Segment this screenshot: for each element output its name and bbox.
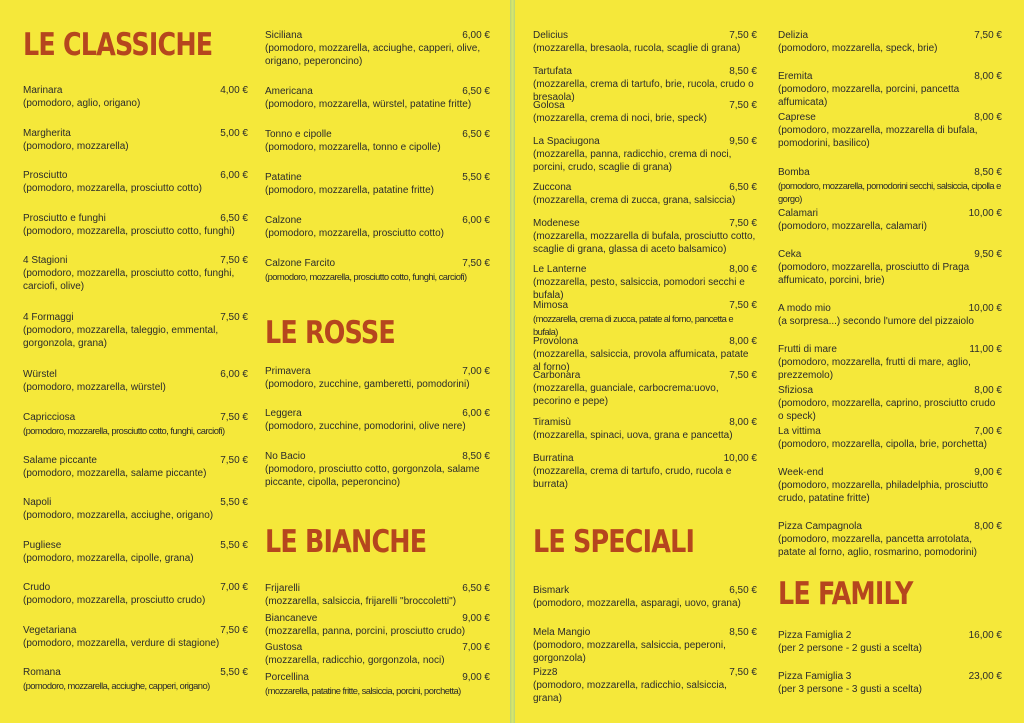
menu-item-ingredients: (per 2 persone - 2 gusti a scelta) (778, 643, 922, 654)
menu-item-header (533, 416, 757, 429)
menu-item-header (533, 217, 757, 230)
menu-item-name: Sfiziosa (778, 385, 814, 396)
menu-item-price: 4,00 € (220, 85, 248, 96)
menu-item-name: Pizz8 (533, 667, 558, 678)
menu-item-ingredients: (pomodoro, mozzarella, pomodorini secchi, salsiccia, cipolla e gorgo) (778, 180, 1001, 204)
menu-item-ingredients: (mozzarella, crema di tartufo, brie, rucola, crudo o bresaola) (533, 79, 754, 103)
menu-item (265, 450, 490, 489)
menu-item-header (23, 496, 248, 509)
menu-item-name: Burratina (533, 453, 574, 464)
menu-item-name: Biancaneve (265, 613, 318, 624)
menu-item-name: Mela Mangio (533, 627, 591, 638)
menu-item (778, 343, 1002, 382)
menu-item-header (778, 466, 1002, 479)
menu-item-ingredients: (pomodoro, mozzarella, würstel) (23, 382, 166, 393)
menu-item-name: Siciliana (265, 30, 303, 41)
menu-item-name: Margherita (23, 128, 71, 139)
menu-item (265, 612, 490, 638)
menu-item-ingredients: (pomodoro, mozzarella, prosciutto cotto, funghi, carciofi) (265, 271, 467, 282)
menu-item-ingredients: (pomodoro, mozzarella, prosciutto cotto) (23, 183, 202, 194)
menu-item-header (778, 520, 1002, 533)
menu-item-ingredients: (pomodoro, mozzarella, radicchio, salsiccia, grana) (533, 680, 727, 704)
menu-item-price: 5,50 € (220, 667, 248, 678)
menu-item (265, 671, 490, 697)
section-title-rosse: LE ROSSE (265, 315, 395, 351)
menu-item-price: 8,00 € (974, 112, 1002, 123)
menu-item-name: Napoli (23, 497, 52, 508)
menu-item-price: 6,00 € (462, 30, 490, 41)
menu-item-name: No Bacio (265, 451, 306, 462)
menu-item-ingredients: (pomodoro, mozzarella, taleggio, emmental, gorgonzola, grana) (23, 325, 219, 349)
menu-item-name: Patatine (265, 172, 302, 183)
menu-item-ingredients: (mozzarella, radicchio, gorgonzola, noci) (265, 655, 445, 666)
menu-item-price: 9,00 € (462, 613, 490, 624)
menu-item-price: 5,50 € (462, 172, 490, 183)
menu-item-ingredients: (pomodoro, mozzarella, mozzarella di bufala, pomodorini, basilico) (778, 125, 978, 149)
menu-item-ingredients: (mozzarella, panna, radicchio, crema di noci, porcini, crudo, scaglie di grana) (533, 149, 732, 173)
menu-item-ingredients: (pomodoro, mozzarella, philadelphia, prosciutto crudo, patatine fritte) (778, 480, 989, 504)
menu-item-price: 6,00 € (220, 170, 248, 181)
menu-item-header (533, 335, 757, 348)
menu-item (533, 584, 757, 610)
menu-item-name: Pizza Famiglia 3 (778, 671, 852, 682)
menu-item-price: 6,50 € (462, 86, 490, 97)
menu-item-ingredients: (pomodoro, mozzarella, prosciutto cotto, funghi, carciofi, olive) (23, 268, 235, 292)
menu-item (23, 581, 248, 607)
menu-item-name: Leggera (265, 408, 302, 419)
menu-item-name: Pugliese (23, 540, 62, 551)
menu-item-name: Capricciosa (23, 412, 76, 423)
menu-item-ingredients: (pomodoro, zucchine, gamberetti, pomodorini) (265, 379, 470, 390)
menu-item-price: 6,50 € (729, 182, 757, 193)
menu-item-header (533, 181, 757, 194)
menu-item-ingredients: (mozzarella, salsiccia, frijarelli "broccoletti") (265, 596, 457, 607)
menu-item-price: 10,00 € (968, 208, 1002, 219)
menu-item-price: 7,50 € (729, 370, 757, 381)
menu-item-price: 6,50 € (462, 129, 490, 140)
menu-item-header (23, 84, 248, 97)
menu-item-header (778, 425, 1002, 438)
menu-item-name: Pizza Famiglia 2 (778, 630, 852, 641)
menu-item-price: 8,00 € (729, 336, 757, 347)
menu-item-name: Caprese (778, 112, 816, 123)
menu-item (778, 111, 1002, 150)
menu-item-ingredients: (pomodoro, mozzarella, frutti di mare, aglio, prezzemolo) (778, 357, 971, 381)
menu-item-ingredients: (pomodoro, mozzarella, porcini, pancetta affumicata) (778, 84, 960, 108)
menu-item-header (533, 29, 757, 42)
menu-item-header (778, 207, 1002, 220)
menu-item-ingredients: (pomodoro, mozzarella, tonno e cipolle) (265, 142, 441, 153)
menu-item-ingredients: (pomodoro, mozzarella, cipolle, grana) (23, 553, 194, 564)
menu-item-header (778, 166, 1002, 179)
menu-item-header (533, 299, 757, 312)
menu-item (533, 181, 757, 207)
menu-item-ingredients: (pomodoro, mozzarella, acciughe, capperi, origano) (23, 680, 210, 691)
menu-item-name: Primavera (265, 366, 311, 377)
menu-item (778, 425, 1002, 451)
menu-item (23, 368, 248, 394)
column-speciali (533, 0, 757, 723)
menu-item-name: Week-end (778, 467, 824, 478)
column-classiche (23, 0, 248, 723)
menu-item-header (533, 584, 757, 597)
menu-item-price: 10,00 € (723, 453, 757, 464)
menu-item-header (265, 365, 490, 378)
menu-item (778, 207, 1002, 233)
menu-item-name: Modenese (533, 218, 580, 229)
menu-item-header (265, 29, 490, 42)
menu-item-price: 8,50 € (729, 627, 757, 638)
menu-item-name: Mimosa (533, 300, 569, 311)
menu-item-ingredients: (a sorpresa...) secondo l'umore del pizzaiolo (778, 316, 974, 327)
menu-item-header (778, 111, 1002, 124)
menu-item-header (778, 384, 1002, 397)
menu-item-price: 7,50 € (220, 255, 248, 266)
menu-item (778, 670, 1002, 696)
menu-item-ingredients: (pomodoro, mozzarella, caprino, prosciutto crudo o speck) (778, 398, 996, 422)
menu-item-name: Delizia (778, 30, 809, 41)
menu-item-ingredients: (mozzarella, pesto, salsiccia, pomodori secchi e bufala) (533, 277, 745, 301)
menu-item-name: Tartufata (533, 66, 572, 77)
menu-item-header (265, 582, 490, 595)
menu-item-price: 7,50 € (729, 218, 757, 229)
menu-item-header (533, 452, 757, 465)
menu-item-ingredients: (pomodoro, mozzarella, salsiccia, peperoni, gorgonzola) (533, 640, 726, 664)
menu-item-name: Carbonara (533, 370, 581, 381)
section-title-speciali: LE SPECIALI (533, 524, 695, 560)
menu-item-name: Würstel (23, 369, 57, 380)
menu-item-header (265, 612, 490, 625)
menu-item (533, 263, 757, 302)
menu-item-price: 7,50 € (729, 30, 757, 41)
menu-item-name: La vittima (778, 426, 821, 437)
menu-item-price: 6,50 € (462, 583, 490, 594)
menu-item-ingredients: (mozzarella, panna, porcini, prosciutto crudo) (265, 626, 466, 637)
menu-item-price: 9,00 € (462, 672, 490, 683)
menu-item (533, 416, 757, 442)
menu-item-header (778, 70, 1002, 83)
menu-item-ingredients: (mozzarella, guanciale, carbocrema:uovo, pecorino e pepe) (533, 383, 719, 407)
menu-item-name: Prosciutto (23, 170, 68, 181)
menu-item-ingredients: (pomodoro, mozzarella, cipolla, brie, porchetta) (778, 439, 987, 450)
menu-item-ingredients: (pomodoro, prosciutto cotto, gorgonzola, salame piccante, cipolla, peperoncino) (265, 464, 480, 488)
menu-item-ingredients: (mozzarella, crema di tartufo, crudo, rucola e burrata) (533, 466, 732, 490)
menu-item-ingredients: (mozzarella, mozzarella di bufala, prosciutto cotto, scaglie di grana, glassa di aceto balsamico) (533, 231, 756, 255)
menu-item (23, 496, 248, 522)
menu-item (265, 85, 490, 111)
menu-item-name: Pizza Campagnola (778, 521, 862, 532)
menu-item-header (23, 624, 248, 637)
menu-item-name: Golosa (533, 100, 565, 111)
menu-item-ingredients: (mozzarella, crema di noci, brie, speck) (533, 113, 707, 124)
menu-item-price: 10,00 € (968, 303, 1002, 314)
menu-item (533, 626, 757, 665)
menu-item-price: 7,00 € (220, 582, 248, 593)
menu-item (778, 384, 1002, 423)
menu-item-price: 7,50 € (729, 667, 757, 678)
menu-item-price: 7,50 € (220, 412, 248, 423)
menu-item-header (23, 581, 248, 594)
menu-item (265, 214, 490, 240)
menu-item-header (533, 626, 757, 639)
menu-item (778, 29, 1002, 55)
menu-item-price: 11,00 € (969, 344, 1002, 355)
menu-item (778, 466, 1002, 505)
menu-item-header (778, 29, 1002, 42)
menu-item-header (265, 128, 490, 141)
menu-item (778, 629, 1002, 655)
menu-item-name: Delicius (533, 30, 569, 41)
menu-item-header (778, 248, 1002, 261)
menu-item-price: 9,50 € (729, 136, 757, 147)
menu-item-ingredients: (mozzarella, crema di zucca, grana, salsiccia) (533, 195, 736, 206)
menu-item-header (265, 171, 490, 184)
section-title-family: LE FAMILY (778, 576, 913, 612)
menu-item-name: Calzone Farcito (265, 258, 336, 269)
menu-item (23, 411, 248, 437)
menu-item-name: Marinara (23, 85, 63, 96)
menu-item-price: 7,50 € (220, 455, 248, 466)
menu-item-name: Frutti di mare (778, 344, 837, 355)
menu-item-ingredients: (pomodoro, mozzarella) (23, 141, 129, 152)
menu-item-price: 5,00 € (220, 128, 248, 139)
menu-item-name: La Spaciugona (533, 136, 600, 147)
menu-item (778, 248, 1002, 287)
menu-item-price: 8,00 € (974, 71, 1002, 82)
menu-item-header (533, 135, 757, 148)
menu-item-price: 7,50 € (729, 100, 757, 111)
menu-item-ingredients: (mozzarella, salsiccia, provola affumicata, patate al forno) (533, 349, 749, 373)
menu-item (265, 171, 490, 197)
menu-item (265, 365, 490, 391)
menu-item-name: 4 Formaggi (23, 312, 74, 323)
menu-item (23, 666, 248, 692)
menu-item-name: Tiramisù (533, 417, 571, 428)
menu-item-name: A modo mio (778, 303, 831, 314)
section-title-bianche: LE BIANCHE (265, 524, 427, 560)
menu-item-ingredients: (pomodoro, zucchine, pomodorini, olive nere) (265, 421, 466, 432)
menu-item-name: 4 Stagioni (23, 255, 68, 266)
menu-item-header (265, 641, 490, 654)
menu-item-header (533, 65, 757, 78)
menu-item-name: Le Lanterne (533, 264, 587, 275)
menu-item-header (533, 369, 757, 382)
menu-item (533, 369, 757, 408)
menu-item-price: 7,00 € (974, 426, 1002, 437)
menu-item-name: Ceka (778, 249, 802, 260)
menu-item-name: Eremita (778, 71, 813, 82)
menu-item-header (778, 343, 1002, 356)
menu-item (23, 624, 248, 650)
menu-item (265, 257, 490, 283)
menu-item-price: 8,00 € (974, 521, 1002, 532)
menu-item-header (23, 254, 248, 267)
menu-item-name: Vegetariana (23, 625, 77, 636)
menu-item-header (265, 257, 490, 270)
menu-item-ingredients: (mozzarella, bresaola, rucola, scaglie di grana) (533, 43, 741, 54)
menu-item-price: 16,00 € (968, 630, 1002, 641)
menu-item-header (23, 368, 248, 381)
menu-item-ingredients: (pomodoro, mozzarella, acciughe, origano) (23, 510, 214, 521)
menu-item-header (533, 666, 757, 679)
menu-item-name: Americana (265, 86, 313, 97)
menu-right-page (512, 0, 1024, 723)
menu-item-header (265, 85, 490, 98)
menu-item-ingredients: (mozzarella, crema di zucca, patate al forno, pancetta e bufala) (533, 313, 734, 337)
menu-item (23, 311, 248, 350)
menu-item-price: 7,50 € (974, 30, 1002, 41)
menu-item (778, 70, 1002, 109)
menu-item-price: 9,00 € (974, 467, 1002, 478)
menu-item-header (23, 454, 248, 467)
menu-item-name: Bismark (533, 585, 570, 596)
menu-item-header (265, 450, 490, 463)
menu-item-ingredients: (pomodoro, mozzarella, patatine fritte) (265, 185, 434, 196)
menu-item (778, 520, 1002, 559)
menu-item-header (23, 539, 248, 552)
menu-item-header (23, 212, 248, 225)
menu-item (533, 217, 757, 256)
menu-item-name: Porcellina (265, 672, 309, 683)
menu-item-ingredients: (pomodoro, mozzarella, prosciutto di Praga affumicato, porcini, brie) (778, 262, 970, 286)
menu-item-price: 8,50 € (729, 66, 757, 77)
menu-item (265, 582, 490, 608)
menu-item (533, 299, 757, 338)
column-rosse-bianche (265, 0, 490, 723)
menu-item (533, 135, 757, 174)
menu-item-name: Romana (23, 667, 61, 678)
menu-item (23, 127, 248, 153)
menu-item-ingredients: (pomodoro, mozzarella, prosciutto cotto) (265, 228, 444, 239)
menu-item-price: 7,50 € (220, 312, 248, 323)
menu-item-header (778, 629, 1002, 642)
menu-item-name: Tonno e cipolle (265, 129, 332, 140)
menu-item-header (23, 169, 248, 182)
menu-item (23, 212, 248, 238)
menu-item (265, 29, 490, 68)
menu-item-ingredients: (pomodoro, mozzarella, speck, brie) (778, 43, 938, 54)
menu-item (265, 407, 490, 433)
menu-item-ingredients: (pomodoro, mozzarella, calamari) (778, 221, 927, 232)
menu-item-header (265, 407, 490, 420)
menu-item-ingredients: (pomodoro, mozzarella, verdure di stagione) (23, 638, 220, 649)
menu-item (23, 454, 248, 480)
menu-item-price: 8,00 € (729, 417, 757, 428)
menu-item (533, 99, 757, 125)
menu-item-price: 6,00 € (462, 215, 490, 226)
menu-item-header (265, 214, 490, 227)
menu-item-header (23, 666, 248, 679)
menu-item-price: 8,00 € (729, 264, 757, 275)
menu-item-price: 7,50 € (462, 258, 490, 269)
menu-item-price: 23,00 € (968, 671, 1002, 682)
menu-item-ingredients: (pomodoro, mozzarella, prosciutto cotto, funghi) (23, 226, 235, 237)
menu-item-price: 6,50 € (729, 585, 757, 596)
menu-item-price: 9,50 € (974, 249, 1002, 260)
menu-item-name: Prosciutto e funghi (23, 213, 106, 224)
menu-item-price: 7,50 € (220, 625, 248, 636)
menu-item-price: 6,50 € (220, 213, 248, 224)
menu-item-name: Crudo (23, 582, 51, 593)
menu-item-name: Calamari (778, 208, 819, 219)
menu-item (23, 169, 248, 195)
menu-item-header (23, 311, 248, 324)
menu-item-header (23, 127, 248, 140)
menu-item (23, 539, 248, 565)
menu-item (265, 128, 490, 154)
menu-item (533, 666, 757, 705)
menu-item-ingredients: (pomodoro, aglio, origano) (23, 98, 141, 109)
menu-item (533, 452, 757, 491)
menu-item-price: 7,50 € (729, 300, 757, 311)
menu-item-name: Provolona (533, 336, 579, 347)
menu-item (533, 29, 757, 55)
menu-item-header (533, 263, 757, 276)
menu-item (23, 84, 248, 110)
menu-item-price: 6,00 € (462, 408, 490, 419)
menu-item-name: Calzone (265, 215, 302, 226)
menu-item-ingredients: (pomodoro, mozzarella, prosciutto cotto, funghi, carciofi) (23, 425, 225, 436)
menu-item (778, 166, 1002, 205)
menu-item (265, 641, 490, 667)
menu-item-price: 5,50 € (220, 497, 248, 508)
menu-item-name: Bomba (778, 167, 810, 178)
menu-item-ingredients: (pomodoro, mozzarella, asparagi, uovo, grana) (533, 598, 741, 609)
menu-item-header (533, 99, 757, 112)
menu-item-price: 7,00 € (462, 366, 490, 377)
menu-item-price: 8,50 € (974, 167, 1002, 178)
menu-item-name: Gustosa (265, 642, 303, 653)
menu-item-price: 8,00 € (974, 385, 1002, 396)
menu-item-ingredients: (mozzarella, spinaci, uova, grana e pancetta) (533, 430, 733, 441)
menu-item-header (23, 411, 248, 424)
menu-item-ingredients: (mozzarella, patatine fritte, salsiccia, porcini, porchetta) (265, 685, 461, 696)
menu-item-price: 8,50 € (462, 451, 490, 462)
menu-item-ingredients: (pomodoro, mozzarella, acciughe, capperi, olive, origano, peperoncino) (265, 43, 481, 67)
menu-item-ingredients: (pomodoro, mozzarella, würstel, patatine fritte) (265, 99, 472, 110)
menu-item-header (778, 302, 1002, 315)
menu-item-name: Salame piccante (23, 455, 97, 466)
menu-item-price: 6,00 € (220, 369, 248, 380)
menu-item-ingredients: (pomodoro, mozzarella, pancetta arrotolata, patate al forno, aglio, rosmarino, pomodorini) (778, 534, 977, 558)
menu-item (778, 302, 1002, 328)
menu-item-header (265, 671, 490, 684)
menu-item-ingredients: (pomodoro, mozzarella, salame piccante) (23, 468, 207, 479)
menu-item (23, 254, 248, 293)
section-title-classiche: LE CLASSICHE (23, 27, 213, 63)
menu-item-name: Zuccona (533, 182, 572, 193)
menu-item-name: Frijarelli (265, 583, 300, 594)
menu-item-price: 5,50 € (220, 540, 248, 551)
column-speciali-family (778, 0, 1002, 723)
menu-item-ingredients: (per 3 persone - 3 gusti a scelta) (778, 684, 922, 695)
menu-item-header (778, 670, 1002, 683)
menu-item-ingredients: (pomodoro, mozzarella, prosciutto crudo) (23, 595, 206, 606)
menu-item-price: 7,00 € (462, 642, 490, 653)
